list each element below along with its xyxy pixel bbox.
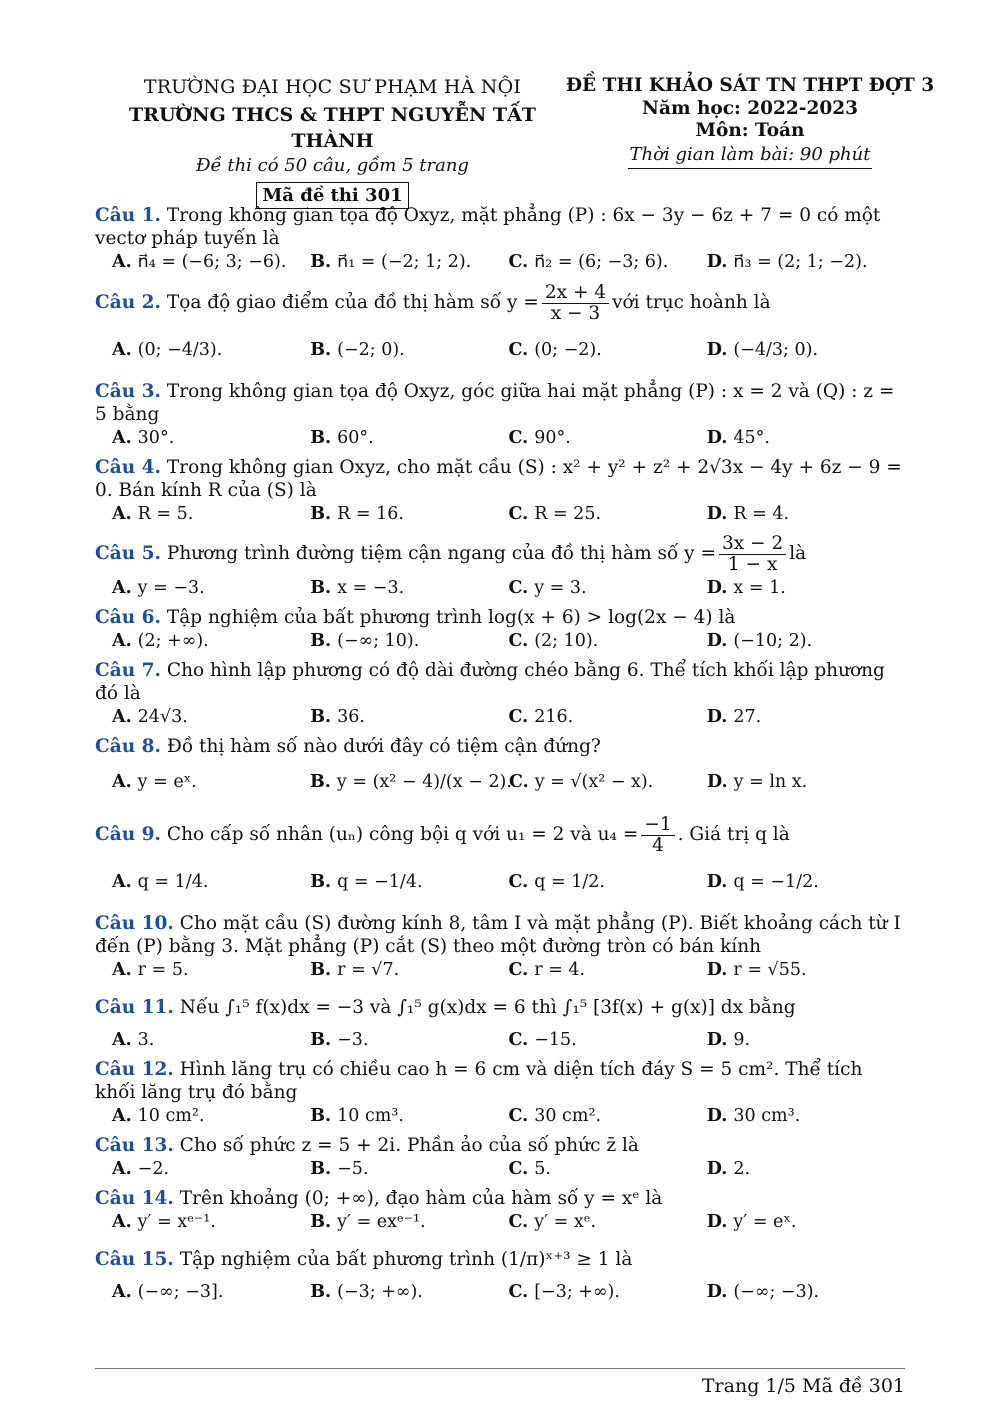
option-b[interactable]: B. R = 16. bbox=[310, 504, 404, 524]
option-d[interactable]: D. n⃗₃ = (2; 1; −2). bbox=[706, 252, 868, 272]
option-b[interactable]: B. 60°. bbox=[310, 428, 374, 448]
question-label: Câu 6. bbox=[95, 607, 161, 628]
option-d[interactable]: D. 9. bbox=[706, 1030, 751, 1050]
question-label: Câu 9. bbox=[95, 824, 161, 845]
question-label: Câu 2. bbox=[95, 292, 161, 313]
university-name: TRƯỜNG ĐẠI HỌC SƯ PHẠM HÀ NỘI bbox=[143, 76, 522, 98]
question-label: Câu 1. bbox=[95, 205, 161, 226]
question-stem: Tọa độ giao điểm của đồ thị hàm số y = bbox=[166, 292, 539, 313]
option-a[interactable]: A. (−∞; −3]. bbox=[112, 1282, 224, 1302]
question-stem: Cho số phức z = 5 + 2i. Phần ảo của số phức z̄ là bbox=[179, 1135, 639, 1156]
option-a[interactable]: A. 3. bbox=[112, 1030, 155, 1050]
option-b[interactable]: B. y = (x² − 4)/(x − 2). bbox=[310, 772, 512, 792]
question bbox=[95, 204, 905, 274]
option-c[interactable]: C. (2; 10). bbox=[508, 631, 599, 651]
option-d[interactable]: D. R = 4. bbox=[706, 504, 790, 524]
option-d[interactable]: D. y′ = eˣ. bbox=[706, 1212, 797, 1232]
question-stem: Hình lăng trụ có chiều cao h = 6 cm và diện tích đáy S = 5 cm². Thể tích khối lăng trụ đó bằng bbox=[95, 1059, 863, 1103]
option-c[interactable]: C. y = 3. bbox=[508, 578, 587, 598]
option-b[interactable]: B. −3. bbox=[310, 1030, 369, 1050]
option-c[interactable]: C. 90°. bbox=[508, 428, 571, 448]
school-name: TRƯỜNG THCS & THPT NGUYỄN TẤT THÀNH bbox=[129, 104, 536, 152]
option-c[interactable]: C. q = 1/2. bbox=[508, 872, 605, 892]
option-a[interactable]: A. −2. bbox=[112, 1159, 170, 1179]
option-a[interactable]: A. 30°. bbox=[112, 428, 175, 448]
exam-time: Thời gian làm bài: 90 phút bbox=[628, 142, 873, 169]
fraction: $\frac{2x + 4}{x - 3}$ bbox=[542, 283, 609, 324]
option-b[interactable]: B. (−3; +∞). bbox=[310, 1282, 423, 1302]
option-a[interactable]: A. 10 cm². bbox=[112, 1106, 205, 1126]
question bbox=[95, 606, 905, 653]
question bbox=[95, 988, 905, 1052]
option-d[interactable]: D. (−10; 2). bbox=[706, 631, 813, 651]
option-b[interactable]: B. (−2; 0). bbox=[310, 340, 405, 360]
option-c[interactable]: C. 216. bbox=[508, 707, 574, 727]
option-a[interactable]: A. y′ = xᵉ⁻¹. bbox=[112, 1212, 216, 1232]
question-stem: Trên khoảng (0; +∞), đạo hàm của hàm số y = xᵉ là bbox=[179, 1188, 663, 1209]
option-b[interactable]: B. x = −3. bbox=[310, 578, 405, 598]
question-label: Câu 13. bbox=[95, 1135, 174, 1156]
option-a[interactable]: A. (0; −4/3). bbox=[112, 340, 223, 360]
question-label: Câu 11. bbox=[95, 997, 174, 1018]
page-footer: Trang 1/5 Mã đề 301 bbox=[701, 1375, 905, 1397]
school-year: Năm học: 2022-2023 bbox=[642, 98, 858, 119]
question-label: Câu 8. bbox=[95, 736, 161, 757]
question-stem: Cho cấp số nhân (uₙ) công bội q với u₁ = 2 và u₄ = bbox=[166, 824, 639, 845]
question-stem: Phương trình đường tiệm cận ngang của đồ thị hàm số y = bbox=[166, 543, 717, 564]
question-label: Câu 3. bbox=[95, 381, 161, 402]
header-left bbox=[95, 74, 570, 209]
option-b[interactable]: B. n⃗₁ = (−2; 1; 2). bbox=[310, 252, 472, 272]
option-d[interactable]: D. 30 cm³. bbox=[706, 1106, 801, 1126]
question bbox=[95, 1240, 905, 1304]
question-stem: Cho mặt cầu (S) đường kính 8, tâm I và mặt phẳng (P). Biết khoảng cách từ I đến (P) bằng 3. Mặt phẳng (P) cắt (S) theo một đường tròn có bán kính bbox=[95, 913, 901, 957]
question-label: Câu 14. bbox=[95, 1188, 174, 1209]
option-c[interactable]: C. [−3; +∞). bbox=[508, 1282, 620, 1302]
question-label: Câu 10. bbox=[95, 913, 174, 934]
option-c[interactable]: C. y = √(x² − x). bbox=[509, 772, 654, 792]
option-a[interactable]: A. 24√3. bbox=[112, 707, 188, 727]
option-b[interactable]: B. (−∞; 10). bbox=[310, 631, 420, 651]
question bbox=[95, 456, 905, 526]
option-b[interactable]: B. 10 cm³. bbox=[310, 1106, 404, 1126]
option-c[interactable]: C. (0; −2). bbox=[508, 340, 602, 360]
option-c[interactable]: C. 30 cm². bbox=[508, 1106, 602, 1126]
option-d[interactable]: D. 2. bbox=[706, 1159, 751, 1179]
question-stem: Cho hình lập phương có độ dài đường chéo bằng 6. Thể tích khối lập phương đó là bbox=[95, 660, 885, 704]
question: Câu 9. Cho cấp số nhân (uₙ) công bội q với u₁ = 2 và u₄ = $\frac{-1}{4}$ . Giá trị q là A. q = 1/4. B. q = −1/4. C. q = 1/2. D. q = −1/2. bbox=[95, 812, 905, 906]
footer-divider bbox=[95, 1368, 905, 1369]
question-label: Câu 12. bbox=[95, 1059, 174, 1080]
option-b[interactable]: B. q = −1/4. bbox=[310, 872, 423, 892]
option-d[interactable]: D. (−4/3; 0). bbox=[706, 340, 819, 360]
question bbox=[95, 659, 905, 729]
option-b[interactable]: B. y′ = exᵉ⁻¹. bbox=[310, 1212, 426, 1232]
question bbox=[95, 380, 905, 450]
fraction: $\frac{-1}{4}$ bbox=[641, 815, 674, 856]
questions-list bbox=[95, 204, 905, 1310]
option-a[interactable]: A. (2; +∞). bbox=[112, 631, 209, 651]
option-b[interactable]: B. 36. bbox=[310, 707, 365, 727]
question-stem: Trong không gian tọa độ Oxyz, mặt phẳng (P) : 6x − 3y − 6z + 7 = 0 có một vectơ pháp tuyến là bbox=[95, 205, 881, 249]
option-c[interactable]: C. −15. bbox=[508, 1030, 577, 1050]
question-stem: Tập nghiệm của bất phương trình log(x + 6) > log(2x − 4) là bbox=[166, 607, 736, 628]
question-stem: Trong không gian Oxyz, cho mặt cầu (S) : x² + y² + z² + 2√3x − 4y + 6z − 9 = 0. Bán kính R của (S) là bbox=[95, 457, 902, 501]
option-a[interactable]: A. y = eˣ. bbox=[112, 772, 197, 792]
question bbox=[95, 735, 905, 806]
option-b[interactable]: B. −5. bbox=[310, 1159, 369, 1179]
exam-title: ĐỀ THI KHẢO SÁT TN THPT ĐỢT 3 bbox=[565, 75, 935, 96]
option-d[interactable]: D. x = 1. bbox=[706, 578, 786, 598]
option-a[interactable]: A. q = 1/4. bbox=[112, 872, 209, 892]
option-a[interactable]: A. n⃗₄ = (−6; 3; −6). bbox=[112, 252, 287, 272]
option-d[interactable]: D. q = −1/2. bbox=[706, 872, 819, 892]
option-c[interactable]: C. n⃗₂ = (6; −3; 6). bbox=[508, 252, 669, 272]
option-a[interactable]: A. y = −3. bbox=[112, 578, 205, 598]
question bbox=[95, 1058, 905, 1128]
option-d[interactable]: D. (−∞; −3). bbox=[706, 1282, 820, 1302]
question-label: Câu 4. bbox=[95, 457, 161, 478]
option-c[interactable]: C. r = 4. bbox=[508, 960, 586, 980]
option-b[interactable]: B. r = √7. bbox=[310, 960, 400, 980]
question: Câu 2. Tọa độ giao điểm của đồ thị hàm số y = $\frac{2x + 4}{x - 3}$ với trục hoành là A. (0; −4/3). B. (−2; 0). C. (0; −2). D. (−4/3; 0). bbox=[95, 280, 905, 374]
option-c[interactable]: C. 5. bbox=[508, 1159, 551, 1179]
question: Câu 5. Phương trình đường tiệm cận ngang của đồ thị hàm số y = $\frac{3x - 2}{1 - x}$ là A. y = −3. B. x = −3. C. y = 3. D. x = 1. bbox=[95, 532, 905, 600]
header-right bbox=[560, 74, 940, 169]
exam-note: Đề thi có 50 câu, gồm 5 trang bbox=[196, 155, 469, 176]
option-d[interactable]: D. 45°. bbox=[706, 428, 770, 448]
question-stem: Trong không gian tọa độ Oxyz, góc giữa hai mặt phẳng (P) : x = 2 và (Q) : z = 5 bằng bbox=[95, 381, 895, 425]
question-label: Câu 7. bbox=[95, 660, 161, 681]
option-d[interactable]: D. 27. bbox=[706, 707, 762, 727]
option-c[interactable]: C. R = 25. bbox=[508, 504, 602, 524]
question bbox=[95, 1187, 905, 1234]
question-stem: Tập nghiệm của bất phương trình (1/π)ˣ⁺³ ≥ 1 là bbox=[179, 1249, 633, 1270]
subject: Môn: Toán bbox=[695, 120, 805, 141]
question-label: Câu 5. bbox=[95, 543, 161, 564]
question bbox=[95, 912, 905, 982]
option-a[interactable]: A. r = 5. bbox=[112, 960, 189, 980]
exam-code-box: Mã đề thi 301 bbox=[256, 182, 408, 209]
question bbox=[95, 1134, 905, 1181]
fraction: $\frac{3x - 2}{1 - x}$ bbox=[719, 534, 786, 575]
question-stem: Đồ thị hàm số nào dưới đây có tiệm cận đứng? bbox=[166, 736, 601, 757]
option-d[interactable]: D. r = √55. bbox=[706, 960, 807, 980]
question-label: Câu 15. bbox=[95, 1249, 174, 1270]
option-d[interactable]: D. y = ln x. bbox=[707, 772, 808, 792]
question-stem: Nếu ∫₁⁵ f(x)dx = −3 và ∫₁⁵ g(x)dx = 6 thì ∫₁⁵ [3f(x) + g(x)] dx bằng bbox=[179, 997, 796, 1018]
option-c[interactable]: C. y′ = xᵉ. bbox=[508, 1212, 597, 1232]
option-a[interactable]: A. R = 5. bbox=[112, 504, 194, 524]
